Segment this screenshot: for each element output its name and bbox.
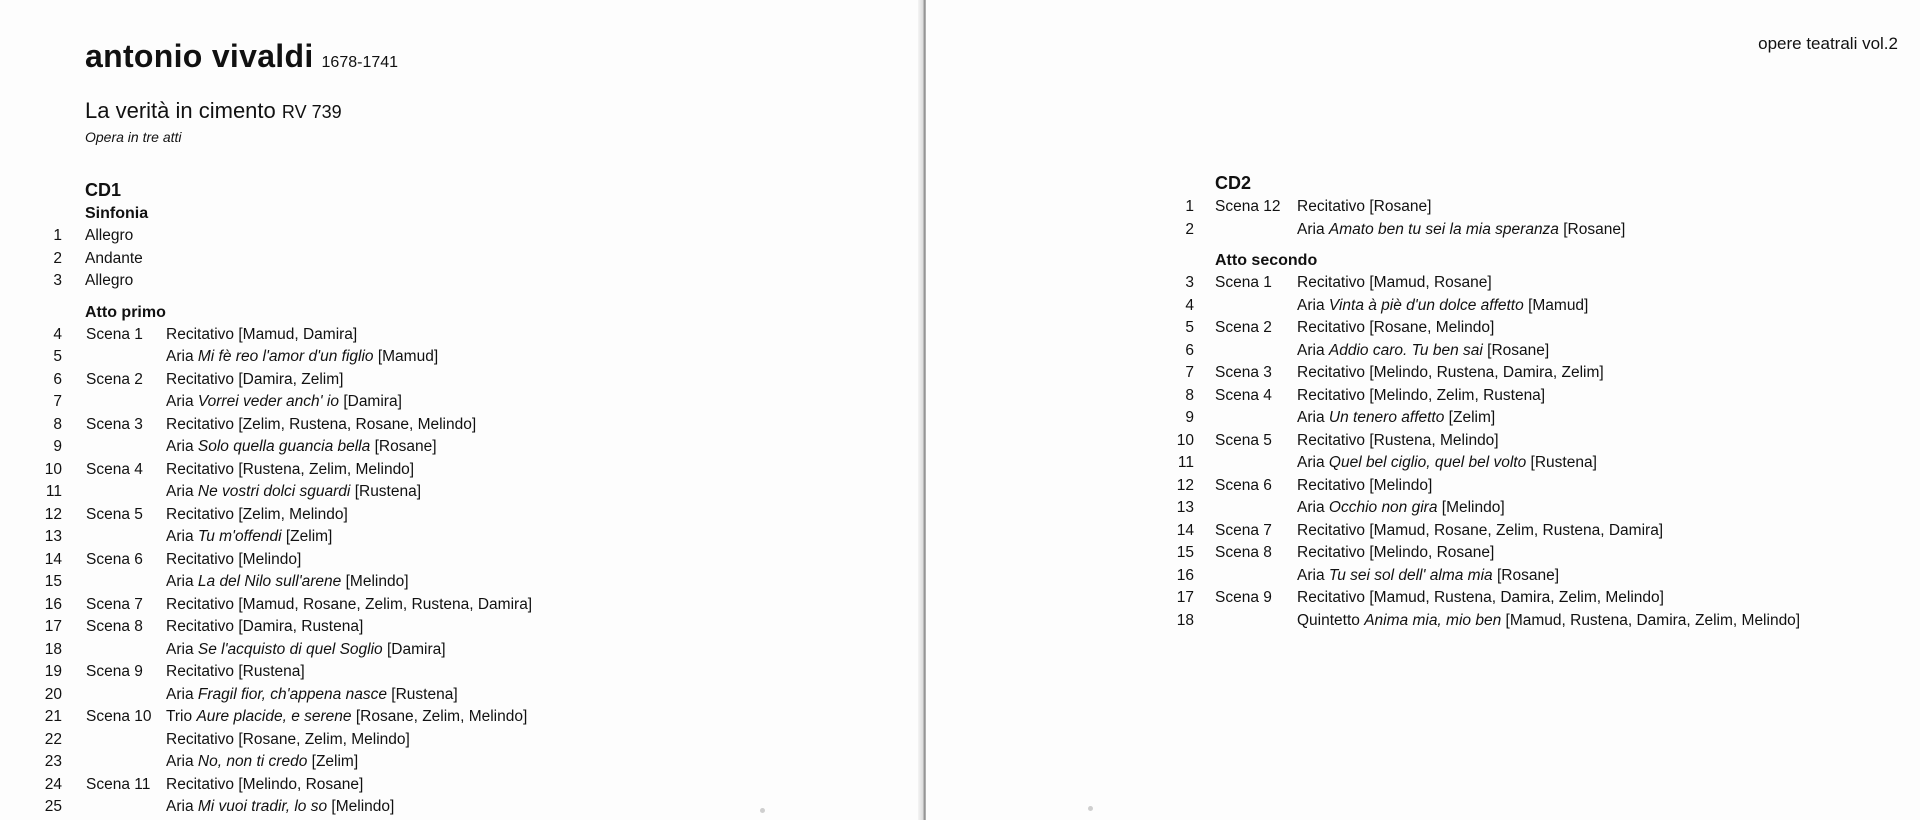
track-row <box>926 295 1920 318</box>
track-description <box>166 594 532 617</box>
track-description <box>166 796 394 819</box>
track-number: 17 <box>1176 589 1194 606</box>
track-work-title: Mi vuoi tradir, lo so <box>197 798 328 815</box>
track-description <box>166 729 410 752</box>
track-number: 2 <box>1185 220 1194 238</box>
track-row <box>0 594 924 617</box>
track-description <box>166 346 438 369</box>
track-row <box>0 796 924 819</box>
track-form: Recitativo <box>166 460 235 478</box>
track-work-title: No, non ti credo <box>197 753 308 770</box>
track-scene: Scena 12 <box>1215 198 1281 215</box>
track-form: Recitativo <box>166 550 235 568</box>
track-description <box>166 526 332 549</box>
left-page <box>0 0 924 820</box>
track-work-title: La del Nilo sull'arene <box>197 573 342 590</box>
track-row <box>0 324 924 347</box>
track-description <box>166 751 358 774</box>
track-roles: [Melindo, Rosane] <box>238 775 364 793</box>
track-number: 21 <box>44 708 62 725</box>
track-form: Recitativo <box>1297 364 1366 381</box>
track-roles: [Damira] <box>386 640 446 658</box>
track-form: Aria <box>1297 220 1325 238</box>
track-number: 20 <box>44 685 62 703</box>
track-scene: Scena 8 <box>1215 544 1272 561</box>
track-work-title: Vinta à piè d'un dolce affetto <box>1328 296 1524 314</box>
track-work-title: Tu sei sol dell' alma mia <box>1328 566 1493 584</box>
track-description <box>1297 385 1545 408</box>
track-number: 18 <box>1176 611 1194 629</box>
track-number: 12 <box>44 505 62 523</box>
track-roles: [Damira, Zelim] <box>238 370 344 388</box>
track-description <box>1297 430 1499 453</box>
track-scene: Scena 3 <box>86 415 143 433</box>
track-roles: [Rosane, Melindo] <box>1369 319 1495 336</box>
track-roles: [Rustena, Melindo] <box>1369 431 1499 449</box>
track-row <box>926 362 1920 385</box>
opera-title <box>85 98 342 124</box>
track-roles: [Rosane, Zelim, Melindo] <box>238 730 410 748</box>
track-description <box>1297 196 1431 219</box>
track-row <box>0 248 924 271</box>
track-form: Trio <box>166 708 193 725</box>
track-number: 6 <box>1185 341 1194 359</box>
track-number: 25 <box>44 798 62 815</box>
track-roles: [Zelim] <box>311 753 359 770</box>
track-description <box>166 369 343 392</box>
track-description <box>166 639 446 662</box>
track-number: 2 <box>53 249 62 267</box>
track-work-title: Quel bel ciglio, quel bel volto <box>1328 454 1527 471</box>
track-roles: [Rustena, Zelim, Melindo] <box>238 460 415 478</box>
track-roles: [Mamud, Rosane] <box>1369 274 1492 291</box>
track-description <box>1297 475 1432 498</box>
track-number: 8 <box>1185 386 1194 404</box>
track-roles: [Mamud, Rustena, Damira, Zelim, Melindo] <box>1369 589 1664 606</box>
track-row <box>926 385 1920 408</box>
track-work-title: Solo quella guancia bella <box>197 438 371 455</box>
track-roles: [Rosane, Zelim, Melindo] <box>355 708 528 725</box>
track-roles: [Mamud, Rosane, Zelim, Rustena, Damira] <box>1369 521 1664 539</box>
track-scene: Scena 6 <box>1215 476 1272 494</box>
track-scene: Scena 11 <box>86 775 151 793</box>
track-form: Recitativo <box>1297 274 1366 291</box>
track-form: Aria <box>166 528 194 545</box>
track-description <box>1297 565 1559 588</box>
track-scene: Scena 3 <box>1215 364 1272 381</box>
track-roles: [Melindo, Rustena, Damira, Zelim] <box>1369 364 1604 381</box>
track-number: 6 <box>53 370 62 388</box>
track-description <box>85 270 133 293</box>
track-number: 15 <box>44 573 62 590</box>
track-row <box>0 571 924 594</box>
track-number: 5 <box>53 348 62 365</box>
track-row <box>0 639 924 662</box>
track-form: Recitativo <box>166 505 235 523</box>
track-description <box>1297 362 1604 385</box>
cd1-track-list <box>0 177 924 819</box>
track-number: 11 <box>45 483 62 500</box>
track-scene: Scena 9 <box>86 663 143 680</box>
track-number: 22 <box>44 730 62 748</box>
track-number: 10 <box>1176 431 1194 449</box>
track-row <box>926 610 1920 633</box>
track-roles: [Melindo] <box>1441 499 1505 516</box>
track-form: Aria <box>1297 566 1325 584</box>
track-form: Aria <box>1297 341 1325 359</box>
track-description <box>166 481 421 504</box>
track-row <box>926 587 1920 610</box>
track-row <box>926 565 1920 588</box>
track-form: Aria <box>1297 454 1325 471</box>
track-number: 3 <box>53 272 62 289</box>
track-number: 10 <box>44 460 62 478</box>
track-description <box>1297 452 1597 475</box>
track-row <box>0 481 924 504</box>
track-work-title: Amato ben tu sei la mia speranza <box>1328 220 1559 238</box>
track-number: 1 <box>1185 198 1194 215</box>
track-roles: [Rustena] <box>354 483 422 500</box>
track-roles: [Melindo, Zelim, Rustena] <box>1369 386 1546 404</box>
track-description <box>166 436 437 459</box>
track-number: 11 <box>1177 454 1194 471</box>
track-description <box>166 706 527 729</box>
track-row <box>0 414 924 437</box>
track-description <box>166 504 348 527</box>
track-number: 7 <box>1185 364 1194 381</box>
track-form: Recitativo <box>166 775 235 793</box>
track-form: Recitativo <box>166 663 235 680</box>
track-roles: [Melindo] <box>331 798 395 815</box>
track-number: 8 <box>53 415 62 433</box>
track-work-title: Mi fè reo l'amor d'un figlio <box>197 348 374 365</box>
track-form: Recitativo <box>166 370 235 388</box>
track-work-title: Vorrei veder anch' io <box>197 393 339 410</box>
track-number: 9 <box>53 438 62 455</box>
track-row <box>0 616 924 639</box>
track-form: Recitativo <box>1297 544 1366 561</box>
track-description <box>1297 520 1663 543</box>
track-number: 14 <box>44 550 62 568</box>
track-form: Aria <box>166 393 194 410</box>
track-form: Aria <box>166 573 194 590</box>
track-scene: Scena 2 <box>86 370 143 388</box>
track-form: Andante <box>85 249 143 267</box>
track-row <box>926 407 1920 430</box>
track-row <box>0 459 924 482</box>
track-form: Aria <box>166 640 194 658</box>
track-work-title: Fragil fior, ch'appena nasce <box>197 685 387 703</box>
track-work-title: Addio caro. Tu ben sai <box>1328 341 1483 359</box>
track-roles: [Rustena] <box>391 685 458 703</box>
track-form: Recitativo <box>1297 589 1366 606</box>
track-row <box>926 317 1920 340</box>
track-description <box>1297 340 1549 363</box>
track-number: 13 <box>44 528 62 545</box>
track-number: 4 <box>1185 296 1194 314</box>
track-description <box>1297 407 1495 430</box>
track-roles: [Damira, Rustena] <box>238 618 364 635</box>
track-form: Recitativo <box>1297 386 1366 404</box>
track-form: Recitativo <box>166 618 235 635</box>
track-scene: Scena 9 <box>1215 589 1272 606</box>
track-scene: Scena 8 <box>86 618 143 635</box>
track-number: 17 <box>44 618 62 635</box>
track-description <box>166 414 476 437</box>
track-form: Aria <box>1297 296 1325 314</box>
track-row <box>926 452 1920 475</box>
track-row <box>0 729 924 752</box>
track-scene: Scena 4 <box>1215 386 1272 404</box>
track-description <box>1297 317 1494 340</box>
track-row <box>926 497 1920 520</box>
track-description <box>1297 587 1664 610</box>
track-description <box>1297 272 1492 295</box>
track-description <box>166 391 402 414</box>
track-row <box>0 661 924 684</box>
paper-speck <box>1088 806 1093 811</box>
track-description <box>1297 542 1494 565</box>
track-roles: [Mamud, Rosane, Zelim, Rustena, Damira] <box>238 595 533 613</box>
track-number: 3 <box>1185 274 1194 291</box>
track-scene: Scena 1 <box>1215 274 1272 291</box>
track-work-title: Se l'acquisto di quel Soglio <box>197 640 383 658</box>
track-work-title: Anima mia, mio ben <box>1364 611 1502 629</box>
track-scene: Scena 1 <box>86 325 143 343</box>
track-description <box>1297 219 1625 242</box>
track-form: Recitativo <box>166 730 235 748</box>
section-heading: Sinfonia <box>85 205 149 222</box>
track-description <box>166 616 363 639</box>
track-number: 23 <box>44 753 62 770</box>
opera-subtitle: Opera in tre atti <box>85 129 182 145</box>
track-roles: [Damira] <box>343 393 402 410</box>
track-work-title: Ne vostri dolci sguardi <box>197 483 351 500</box>
track-form: Aria <box>166 798 194 815</box>
track-form: Aria <box>1297 499 1325 516</box>
track-roles: [Rustena] <box>238 663 305 680</box>
track-row <box>0 549 924 572</box>
track-description <box>1297 497 1505 520</box>
track-number: 7 <box>53 393 62 410</box>
track-row <box>0 751 924 774</box>
track-number: 13 <box>1176 499 1194 516</box>
paper-speck <box>760 808 765 813</box>
track-number: 18 <box>44 640 62 658</box>
track-description <box>166 774 363 797</box>
track-row <box>0 504 924 527</box>
track-roles: [Rosane] <box>1369 198 1432 215</box>
track-form: Recitativo <box>1297 319 1366 336</box>
track-roles: [Zelim, Melindo] <box>238 505 348 523</box>
track-roles: [Rosane] <box>374 438 437 455</box>
track-roles: [Rosane] <box>1563 220 1626 238</box>
track-work-title: Tu m'offendi <box>197 528 282 545</box>
track-form: Recitativo <box>1297 198 1366 215</box>
track-row <box>926 475 1920 498</box>
track-number: 24 <box>44 775 62 793</box>
cd2-title: CD2 <box>1215 173 1252 193</box>
track-roles: [Zelim] <box>285 528 333 545</box>
track-form: Recitativo <box>1297 521 1366 539</box>
track-form: Aria <box>166 483 194 500</box>
track-row <box>0 774 924 797</box>
track-row <box>0 225 924 248</box>
track-form: Recitativo <box>166 415 235 433</box>
track-form: Recitativo <box>166 325 235 343</box>
track-number: 19 <box>44 663 62 680</box>
track-scene: Scena 2 <box>1215 319 1272 336</box>
track-row <box>926 542 1920 565</box>
track-scene: Scena 7 <box>1215 521 1272 539</box>
track-row <box>0 369 924 392</box>
track-row <box>0 706 924 729</box>
track-roles: [Melindo] <box>238 550 302 568</box>
track-row <box>0 526 924 549</box>
track-roles: [Melindo] <box>345 573 409 590</box>
track-row <box>926 219 1920 242</box>
track-row <box>0 346 924 369</box>
series-title: opere teatrali vol.2 <box>1758 34 1898 53</box>
track-scene: Scena 10 <box>86 708 152 725</box>
track-form: Allegro <box>85 227 134 244</box>
track-description <box>1297 610 1800 633</box>
track-form: Allegro <box>85 272 134 289</box>
track-roles: [Mamud] <box>1528 296 1589 314</box>
track-form: Quintetto <box>1297 611 1360 629</box>
track-description <box>166 459 414 482</box>
track-description <box>166 684 458 707</box>
track-roles: [Mamud] <box>377 348 439 365</box>
track-roles: [Melindo, Rosane] <box>1369 544 1495 561</box>
track-work-title: Occhio non gira <box>1328 499 1438 516</box>
track-number: 12 <box>1176 476 1194 494</box>
track-description <box>166 549 301 572</box>
track-roles: [Rosane] <box>1487 341 1550 359</box>
track-form: Aria <box>166 685 194 703</box>
track-scene: Scena 7 <box>86 595 143 613</box>
track-scene: Scena 6 <box>86 550 143 568</box>
track-row <box>0 436 924 459</box>
track-row <box>926 196 1920 219</box>
composer-years: 1678-1741 <box>321 54 399 71</box>
track-form: Aria <box>166 753 194 770</box>
track-number: 5 <box>1185 319 1194 336</box>
track-form: Recitativo <box>166 595 235 613</box>
track-roles: [Melindo] <box>1369 476 1433 494</box>
track-description <box>1297 295 1588 318</box>
cd2-track-list <box>926 170 1920 632</box>
track-number: 9 <box>1185 409 1194 426</box>
track-form: Aria <box>166 438 194 455</box>
section-heading: Atto secondo <box>1215 252 1318 269</box>
right-page <box>926 0 1920 820</box>
track-roles: [Zelim, Rustena, Rosane, Melindo] <box>238 415 477 433</box>
track-row <box>926 430 1920 453</box>
track-row <box>0 391 924 414</box>
track-work-title: Un tenero affetto <box>1328 409 1445 426</box>
track-roles: [Zelim] <box>1448 409 1496 426</box>
track-number: 16 <box>44 595 62 613</box>
track-number: 4 <box>53 325 62 343</box>
track-description <box>85 248 143 271</box>
track-description <box>166 661 305 684</box>
track-description <box>166 324 357 347</box>
track-row <box>926 272 1920 295</box>
track-row <box>0 684 924 707</box>
opera-title-text: La verità in cimento <box>85 98 276 123</box>
track-form: Aria <box>166 348 194 365</box>
track-number: 16 <box>1176 566 1194 584</box>
track-row <box>926 340 1920 363</box>
track-description <box>166 571 409 594</box>
composer-heading <box>85 38 398 75</box>
opera-catalogue-number: RV 739 <box>281 102 342 122</box>
section-heading: Atto primo <box>85 303 166 321</box>
track-scene: Scena 4 <box>86 460 143 478</box>
track-scene: Scena 5 <box>1215 431 1272 449</box>
cd1-title: CD1 <box>85 180 122 200</box>
track-row <box>0 270 924 293</box>
track-scene: Scena 5 <box>86 505 143 523</box>
track-number: 15 <box>1176 544 1194 561</box>
track-number: 1 <box>53 227 62 244</box>
track-form: Recitativo <box>1297 431 1366 449</box>
track-roles: [Rustena] <box>1530 454 1597 471</box>
track-form: Recitativo <box>1297 476 1366 494</box>
track-work-title: Aure placide, e serene <box>196 708 352 725</box>
track-form: Aria <box>1297 409 1325 426</box>
track-row <box>926 520 1920 543</box>
track-number: 14 <box>1176 521 1194 539</box>
track-description <box>85 225 133 248</box>
track-roles: [Mamud, Rustena, Damira, Zelim, Melindo] <box>1505 611 1801 629</box>
track-roles: [Rosane] <box>1496 566 1560 584</box>
composer-name: antonio vivaldi <box>85 38 314 74</box>
track-roles: [Mamud, Damira] <box>238 325 358 343</box>
